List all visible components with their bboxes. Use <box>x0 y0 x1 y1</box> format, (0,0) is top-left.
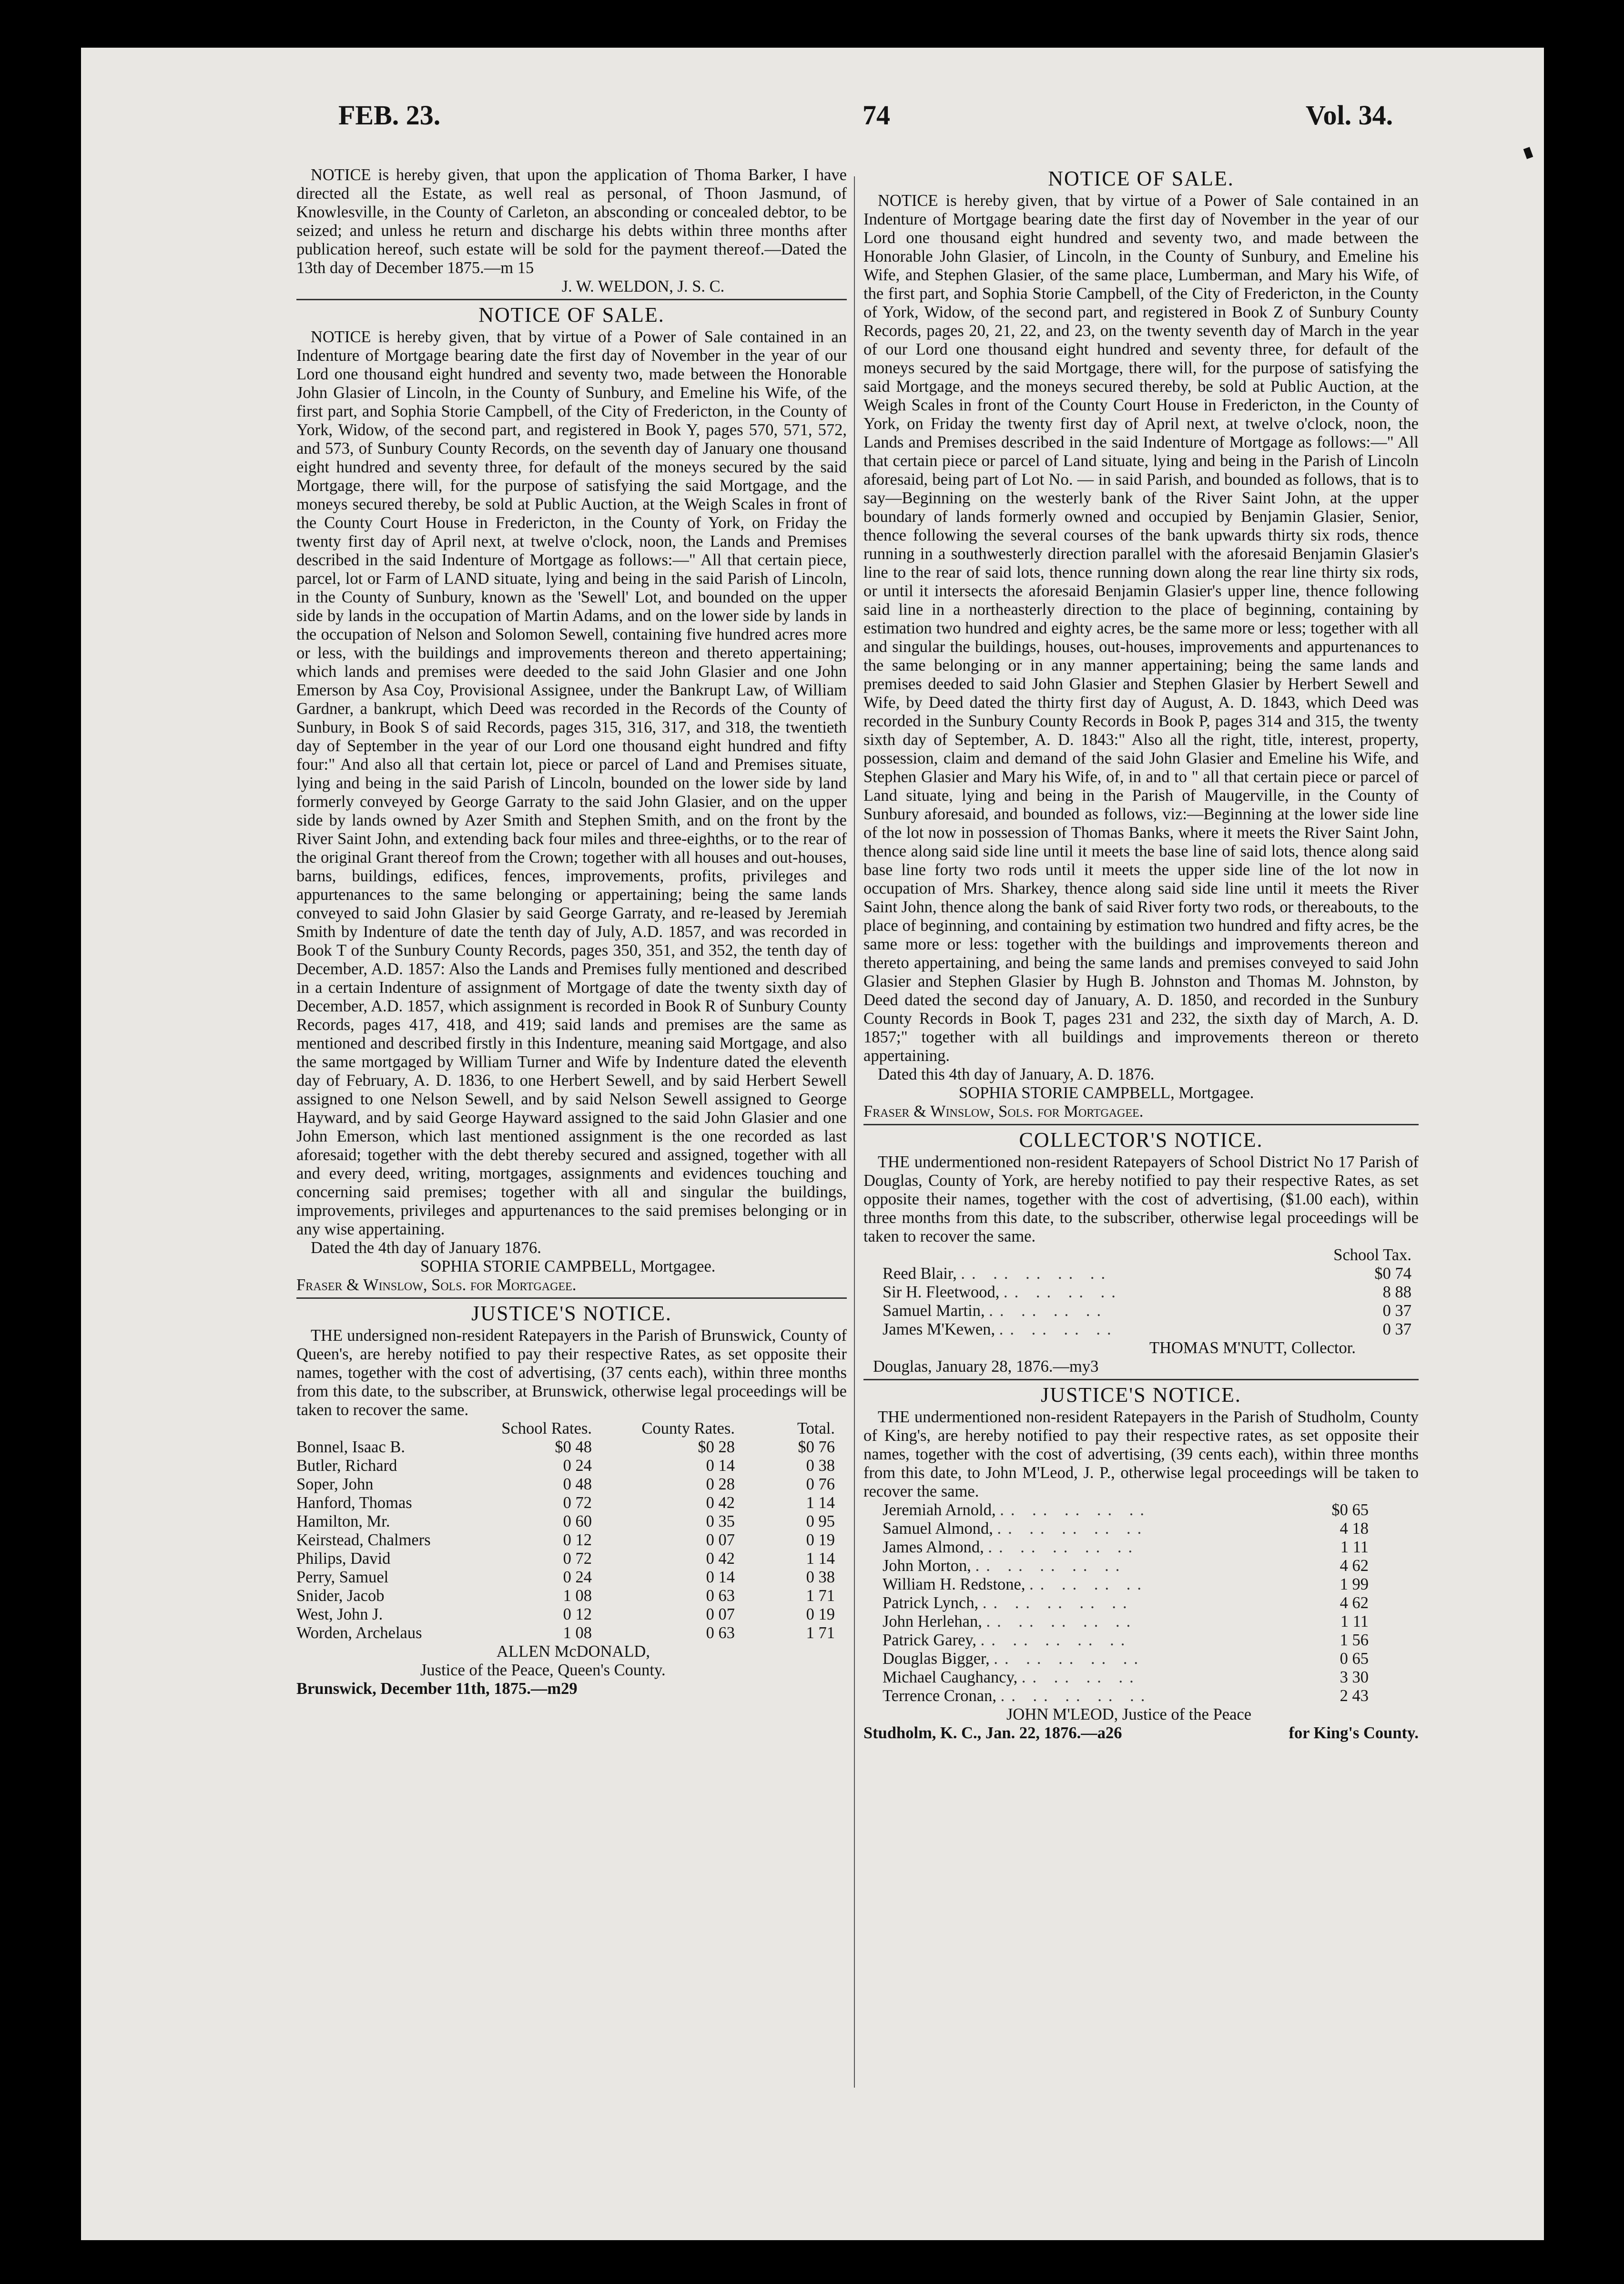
rate-amount: 1 99 <box>1340 1575 1369 1593</box>
ratepayer-name: Bonnel, Isaac B. <box>296 1438 406 1456</box>
table-row <box>863 1538 1369 1557</box>
leader-dots: .. .. .. .. .. <box>982 1594 1134 1612</box>
table-row <box>296 1457 835 1475</box>
leader-dots: .. .. .. .. .. <box>988 1538 1139 1556</box>
school-rate: 0 48 <box>563 1475 592 1493</box>
ratepayer-name: Terrence Cronan, <box>883 1687 996 1705</box>
right-sale-signature: SOPHIA STORIE CAMPBELL, Mortgagee. <box>959 1084 1254 1102</box>
total-rate: 0 38 <box>806 1568 835 1586</box>
left-sale-title: NOTICE OF SALE. <box>478 303 665 326</box>
table-row <box>863 1575 1369 1594</box>
ratepayer-name: Samuel Almond, <box>883 1519 993 1538</box>
ratepayer-name: Soper, John <box>296 1475 374 1493</box>
column-header: School Rates. <box>501 1419 592 1438</box>
collector-footer: Douglas, January 28, 1876.—my3 <box>873 1357 1099 1376</box>
column-divider <box>854 176 855 2088</box>
leader-dots: .. .. .. .. <box>989 1302 1108 1320</box>
county-rate: 0 63 <box>706 1587 735 1605</box>
left-sale-dated: Dated the 4th day of January 1876. <box>311 1239 541 1257</box>
table-row <box>296 1494 835 1512</box>
ratepayer-name: Michael Caughancy, <box>883 1668 1018 1686</box>
right-sale-dated: Dated this 4th day of January, A. D. 1876. <box>878 1065 1155 1083</box>
right-justice-signature: JOHN M'LEOD, Justice of the Peace <box>1006 1705 1252 1723</box>
table-row <box>863 1631 1369 1650</box>
school-rate: 0 12 <box>563 1605 592 1623</box>
school-rate: 0 24 <box>563 1568 592 1586</box>
county-rate: 0 07 <box>706 1531 735 1549</box>
county-rate: 0 07 <box>706 1605 735 1623</box>
total-rate: 1 71 <box>806 1587 835 1605</box>
ratepayer-name: Butler, Richard <box>296 1457 397 1475</box>
rate-amount: 4 18 <box>1340 1519 1369 1538</box>
rate-amount: 1 56 <box>1340 1631 1369 1649</box>
ratepayer-name: Jeremiah Arnold, <box>883 1501 996 1519</box>
column-header: Total. <box>797 1419 835 1438</box>
ratepayer-name: Snider, Jacob <box>296 1587 385 1605</box>
rate-amount: 4 62 <box>1340 1557 1369 1575</box>
collector-text: THE undermentioned non-resident Ratepayers of School District No 17 Parish of Douglas, County of York, are hereby notified to pay their respective Rates, as set opposite their names, together with the cost of advertising, ($1.00 each), within three months from this date, to the subscriber, otherwise legal proceedings will be taken to recover the same. <box>863 1153 1419 1245</box>
county-rate: 0 42 <box>706 1494 735 1512</box>
table-row <box>296 1605 835 1624</box>
leader-dots: .. .. .. .. .. <box>994 1650 1145 1668</box>
divider <box>296 299 847 300</box>
school-rate: 1 08 <box>563 1587 592 1605</box>
leader-dots: .. .. .. .. .. <box>961 1264 1112 1283</box>
leader-dots: .. .. .. .. <box>1021 1668 1140 1686</box>
school-rate: 0 72 <box>563 1550 592 1568</box>
leader-dots: .. .. .. .. .. <box>1000 1501 1151 1519</box>
left-column <box>296 166 847 1698</box>
volume-number: Vol. 34. <box>1306 100 1393 131</box>
school-tax: 0 37 <box>1382 1302 1411 1320</box>
ratepayer-name: Hamilton, Mr. <box>296 1512 390 1530</box>
table-row <box>296 1550 835 1568</box>
margin-mark <box>1523 147 1533 159</box>
county-rate: 0 63 <box>706 1624 735 1642</box>
column-header: School Tax. <box>1333 1246 1411 1264</box>
left-justice-signature: ALLEN McDONALD, <box>497 1642 650 1661</box>
ratepayer-name: Perry, Samuel <box>296 1568 389 1586</box>
county-rate: 0 28 <box>706 1475 735 1493</box>
ratepayer-name: James M'Kewen, <box>883 1320 995 1338</box>
left-sale-text: NOTICE is hereby given, that by virtue of a Power of Sale contained in an Indenture of Mortgage bearing date the first day of November in the year of our Lord one thousand eight hundred and seventy two, made between the Honorable John Glasier of Lincoln, in the County of Sunbury, and Emeline his Wife, of the first part, and Sophia Storie Campbell, of the City of Fredericton, in the County of York, Widow, of the second part, and registered in Book Y, pages 570, 571, 572, and 573, of Sunbury County Records, on the seventh day of January one thousand eight hundred and seventy three, for default of the moneys secured by the said Mortgage, there will, for the purpose of satisfying the said Mortgage, and the moneys secured thereby, be sold at Public Auction, at the Weigh Scales in front of the County Court House in Fredericton, in the County of York, on Friday the twenty first day of April next, at twelve o'clock, noon, the Lands and Premises described in the said Indenture of Mortgage as follows:—" All that certain piece, parcel, lot or Farm of LAND situate, lying and being in the said Parish of Lincoln, in the County of Sunbury, known as the 'Sewell' Lot, and bounded on the upper side by lands in the occupation of Martin Adams, and on the lower side by lands in the occupation of Nelson and Solomon Sewell, containing five hundred acres more or less, with the buildings and improvements thereon and thereto appertaining; which lands and premises were deeded to the said John Glasier and one John Emerson by Asa Coy, Provisional Assignee, under the Bankrupt Law, of William Gardner, a bankrupt, which Deed was recorded in the Records of the County of Sunbury, in Book S of said Records, pages 315, 316, 317, and 318, the twentieth day of September in the year of our Lord one thousand eight hundred and fifty four:" And also all that certain lot, piece or parcel of Land and Premises situate, lying and being in the said Parish of Lincoln, bounded on the lower side by land formerly conveyed by George Garraty to the said John Glasier, and on the upper side by lands owned by Azer Smith and Stephen Smith, and on the front by the River Saint John, and extending back four miles and three-eighths, or to the rear of the original Grant thereof from the Crown; together with all houses and out-houses, barns, buildings, edifices, fences, improvements, profits, privileges and appurtenances to the same belonging or appertaining; being the same lands conveyed to said John Glasier by said George Garraty, and re-leased by Jeremiah Smith by Indenture of date the tenth day of July, A.D. 1857, and was recorded in Book T of the Sunbury County Records, pages 350, 351, and 352, the tenth day of December, A.D. 1857: Also the Lands and Premises fully mentioned and described in a certain Indenture of assignment of Mortgage of date the twenty sixth day of December, A.D. 1857, which assignment is recorded in Book R of Sunbury County Records, pages 417, 418, and 419; said lands and premises are the same as mentioned and described firstly in this Indenture, meaning said Mortgage, and also the same mortgaged by William Turner and Wife by Indenture dated the eleventh day of February, A. D. 1836, to one Herbert Sewell, and by said Herbert Sewell assigned to one Nelson Sewell, and by said Nelson Sewell assigned to George Hayward, and by said George Hayward assigned to the said John Glasier and one John Emerson, which last mentioned assignment is the one recorded as last aforesaid; together with the debt thereby secured and assigned, together with all and every deed, writing, mortgages, assignments and evidences touching and concerning said premises; together with all and singular the buildings, improvements, privileges and appurtenances to the said premises belonging or in any wise appertaining. <box>296 328 847 1238</box>
table-row <box>296 1587 835 1605</box>
left-justice-text: THE undersigned non-resident Ratepayers in the Parish of Brunswick, County of Queen's, are hereby notified to pay their respective Rates, as set opposite their names, together with the cost of advertising, (37 cents each), within three months from this date, to the subscriber, at Brunswick, otherwise legal proceedings will be taken to recover the same. <box>296 1326 847 1419</box>
table-header-row <box>296 1419 835 1438</box>
right-column <box>863 166 1419 1743</box>
school-rate: $0 48 <box>555 1438 592 1456</box>
ratepayer-name: William H. Redstone, <box>883 1575 1025 1593</box>
left-sale-signature: SOPHIA STORIE CAMPBELL, Mortgagee. <box>420 1257 716 1275</box>
leader-dots: .. .. .. .. .. <box>986 1612 1137 1631</box>
ratepayer-name: Sir H. Fleetwood, <box>883 1283 1000 1301</box>
table-row <box>863 1668 1369 1687</box>
total-rate: 0 38 <box>806 1457 835 1475</box>
douglas-tax-table <box>863 1246 1411 1339</box>
school-rate: 0 12 <box>563 1531 592 1549</box>
page-number: 74 <box>863 100 890 131</box>
ratepayer-name: James Almond, <box>883 1538 984 1556</box>
leader-dots: .. .. .. .. <box>1029 1575 1148 1593</box>
school-rate: 0 60 <box>563 1512 592 1530</box>
table-row <box>296 1624 835 1642</box>
leader-dots: .. .. .. .. .. <box>975 1557 1127 1575</box>
issue-date: FEB. 23. <box>338 100 441 131</box>
rate-amount: 4 62 <box>1340 1594 1369 1612</box>
ratepayer-name: Keirstead, Chalmers <box>296 1531 431 1549</box>
table-row <box>296 1438 835 1457</box>
absconding-notice-text: NOTICE is hereby given, that upon the application of Thoma Barker, I have directed all the Estate, as well real as personal, of Thoon Jasmund, of Knowlesville, in the County of Carleton, an absconding or concealed debtor, to be seized; and unless he return and discharge his debts within three months after publication hereof, such estate will be sold for the payment thereof.—Dated the 13th day of December 1875.—m 15 <box>296 166 847 277</box>
table-row <box>863 1320 1411 1339</box>
rate-amount: 3 30 <box>1340 1668 1369 1686</box>
table-row <box>296 1475 835 1494</box>
right-justice-text: THE undermentioned non-resident Ratepayers in the Parish of Studholm, County of King's, are hereby notified to pay their respective rates, as set opposite their names, together with the cost of advertising, (39 cents each), within three months from this date, to John M'Leod, J. P., otherwise legal proceedings will be taken to recover the same. <box>863 1408 1419 1500</box>
collector-title: COLLECTOR'S NOTICE. <box>1019 1128 1263 1152</box>
brunswick-rates-table <box>296 1419 835 1642</box>
total-rate: 0 76 <box>806 1475 835 1493</box>
right-justice-footer: Studholm, K. C., Jan. 22, 1876.—a26 <box>863 1724 1122 1742</box>
divider <box>863 1379 1419 1380</box>
rate-amount: 1 11 <box>1340 1612 1369 1631</box>
left-sale-solicitors: Fraser & Winslow, Sols. for Mortgagee. <box>296 1276 577 1294</box>
collector-signature: THOMAS M'NUTT, Collector. <box>1149 1339 1356 1357</box>
ratepayer-name: Reed Blair, <box>883 1264 957 1283</box>
left-justice-footer: Brunswick, December 11th, 1875.—m29 <box>296 1680 578 1698</box>
ratepayer-name: Philips, David <box>296 1550 391 1568</box>
leader-dots: .. .. .. .. .. <box>980 1631 1132 1649</box>
total-rate: 0 19 <box>806 1605 835 1623</box>
county-rate: 0 42 <box>706 1550 735 1568</box>
ratepayer-name: Samuel Martin, <box>883 1302 985 1320</box>
table-row <box>863 1501 1369 1519</box>
table-row <box>296 1531 835 1550</box>
ratepayer-name: Patrick Garey, <box>883 1631 977 1649</box>
total-rate: 0 95 <box>806 1512 835 1530</box>
right-sale-title: NOTICE OF SALE. <box>1048 167 1234 190</box>
newspaper-page <box>81 48 1544 2240</box>
ratepayer-name: Douglas Bigger, <box>883 1650 990 1668</box>
right-sale-text: NOTICE is hereby given, that by virtue of a Power of Sale contained in an Indenture of Mortgage bearing date the first day of November in the year of our Lord one thousand eight hundred and seventy two, and made between the Honorable John Glasier, of Lincoln, in the County of Sunbury, and Emeline his Wife, and Stephen Glasier, of the same place, Lumberman, and Mary his Wife, of the first part, and Sophia Storie Campbell, of the City of Fredericton, in the County of York, Widow, of the second part, and registered in Book Z of Sunbury County Records, pages 20, 21, 22, and 23, on the twenty seventh day of March in the year of our Lord one thousand eight hundred and seventy three, for default of the moneys secured by the said Mortgage, there will, for the purpose of satisfying the said Mortgage, and the moneys secured thereby, be sold at Public Auction, at the Weigh Scales in front of the County Court House in Fredericton, in the County of York, on Friday the twenty first day of April next, at twelve o'clock, noon, the Lands and Premises described in the said Indenture of Mortgage as follows:—" All that certain piece or parcel of Land situate, lying and being in the Parish of Lincoln aforesaid, being part of Lot No. — in said Parish, and bounded as follows, that is to say—Beginning on the westerly bank of the River Saint John, at the upper boundary of lands formerly owned and occupied by Benjamin Glasier, Senior, thence following the several courses of the bank upwards thirty six rods, thence running in a southwesterly direction parallel with the aforesaid Benjamin Glasier's line to the rear of said lots, thence running down along the rear line thirty six rods, or until it intersects the aforesaid Benjamin Glasier's upper line, thence following said line in a northeasterly direction to the place of beginning, containing by estimation two hundred and eighty acres, be the same more or less; together with all and singular the buildings, houses, out-houses, improvements and appurtenances to the same belonging or in any manner appertaining; being the same lands and premises deeded to said John Glasier and Stephen Glasier by Herbert Sewell and Wife, by Deed dated the thirty first day of August, A. D. 1843, which Deed was recorded in the Sunbury County Records in Book P, pages 314 and 315, the twenty sixth day of September, A. D. 1843:" Also all the right, title, interest, property, possession, claim and demand of the said John Glasier and Emeline his Wife, and Stephen Glasier and Mary his Wife, of, in and to " all that certain piece or parcel of Land situate, lying and being in the Parish of Maugerville, in the County of Sunbury aforesaid, and bounded as follows, viz:—Beginning at the lower side line of the lot now in possession of Thomas Banks, where it meets the River Saint John, thence along said side line until it meets the base line of said lots, thence along said base line forty two rods until it meets the upper side line of the lot now in occupation of Mrs. Sharkey, thence along said side line until it meets the River Saint John, thence along the bank of said River forty two rods, or thereabouts, to the place of beginning, and containing by estimation two hundred and fifty acres, be the same more or less: together with the buildings and improvements thereon and thereto appertaining, and being the same lands and premises conveyed to said John Glasier and Stephen Glasier by Hugh B. Johnston and Thomas M. Johnston, by Deed dated the second day of January, A. D. 1850, and recorded in the Sunbury County Records in Book T, pages 231 and 232, the sixth day of March, A. D. 1857;" together with all buildings and improvements thereon or thereto appertaining. <box>863 192 1419 1065</box>
right-justice-title: JUSTICE'S NOTICE. <box>1041 1383 1241 1407</box>
ratepayer-name: John Herlehan, <box>883 1612 982 1631</box>
table-row <box>863 1302 1411 1320</box>
school-rate: 1 08 <box>563 1624 592 1642</box>
ratepayer-name: West, John J. <box>296 1605 383 1623</box>
school-tax: 0 37 <box>1382 1320 1411 1338</box>
school-tax: $0 74 <box>1374 1264 1411 1283</box>
absconding-signature: J. W. WELDON, J. S. C. <box>561 277 725 296</box>
ratepayer-name: Hanford, Thomas <box>296 1494 412 1512</box>
leader-dots: .. .. .. .. .. <box>997 1519 1148 1538</box>
table-row <box>863 1687 1369 1705</box>
table-header-row <box>863 1246 1411 1264</box>
table-row <box>296 1512 835 1531</box>
table-row <box>863 1519 1369 1538</box>
table-row <box>863 1264 1411 1283</box>
rate-amount: $0 65 <box>1331 1501 1369 1519</box>
rate-amount: 2 43 <box>1340 1687 1369 1705</box>
right-justice-footer-county: for King's County. <box>1289 1724 1419 1742</box>
county-rate: $0 28 <box>698 1438 735 1456</box>
right-sale-solicitors: Fraser & Winslow, Sols. for Mortgagee. <box>863 1102 1144 1121</box>
left-justice-title: JUSTICE'S NOTICE. <box>471 1302 672 1325</box>
total-rate: 1 71 <box>806 1624 835 1642</box>
total-rate: 1 14 <box>806 1494 835 1512</box>
total-rate: $0 76 <box>798 1438 835 1456</box>
ratepayer-name: Patrick Lynch, <box>883 1594 979 1612</box>
column-header: County Rates. <box>641 1419 735 1438</box>
rate-amount: 0 65 <box>1340 1650 1369 1668</box>
rate-amount: 1 11 <box>1340 1538 1369 1556</box>
county-rate: 0 35 <box>706 1512 735 1530</box>
divider <box>863 1124 1419 1125</box>
table-row <box>863 1283 1411 1302</box>
county-rate: 0 14 <box>706 1457 735 1475</box>
studholm-rates-table <box>863 1501 1369 1705</box>
table-row <box>863 1612 1369 1631</box>
ratepayer-name: John Morton, <box>883 1557 971 1575</box>
leader-dots: .. .. .. .. <box>999 1320 1118 1338</box>
left-justice-signature-title: Justice of the Peace, Queen's County. <box>420 1661 666 1679</box>
total-rate: 1 14 <box>806 1550 835 1568</box>
leader-dots: .. .. .. .. .. <box>1000 1687 1152 1705</box>
total-rate: 0 19 <box>806 1531 835 1549</box>
table-row <box>296 1568 835 1587</box>
school-rate: 0 24 <box>563 1457 592 1475</box>
right-justice-footer-row <box>863 1724 1419 1743</box>
table-row <box>863 1650 1369 1668</box>
table-row <box>863 1594 1369 1612</box>
school-tax: 8 88 <box>1382 1283 1411 1301</box>
leader-dots: .. .. .. .. <box>1003 1283 1122 1301</box>
ratepayer-name: Worden, Archelaus <box>296 1624 422 1642</box>
county-rate: 0 14 <box>706 1568 735 1586</box>
school-rate: 0 72 <box>563 1494 592 1512</box>
table-row <box>863 1557 1369 1575</box>
divider <box>296 1297 847 1299</box>
